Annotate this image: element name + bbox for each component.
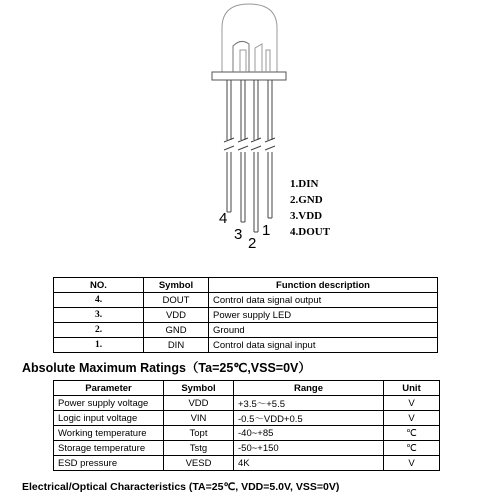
pin-number-1: 1 bbox=[262, 222, 271, 239]
pin-number-4: 4 bbox=[219, 210, 228, 227]
column-header: Unit bbox=[384, 381, 440, 396]
table-cell: Power supply LED bbox=[209, 308, 438, 323]
table-cell: Ground bbox=[209, 323, 438, 338]
column-header: Parameter bbox=[54, 381, 164, 396]
table-cell: VDD bbox=[164, 396, 234, 411]
table-cell: ESD pressure bbox=[54, 456, 164, 471]
pin-number-2: 2 bbox=[248, 235, 257, 252]
table-cell: DOUT bbox=[144, 293, 209, 308]
table-header-row bbox=[54, 278, 438, 293]
table-row bbox=[54, 426, 440, 441]
table-cell: Control data signal input bbox=[209, 338, 438, 353]
table-cell: Power supply voltage bbox=[54, 396, 164, 411]
section-title: Absolute Maximum Ratings bbox=[22, 361, 186, 375]
table-header-row bbox=[54, 381, 440, 396]
table-cell: Working temperature bbox=[54, 426, 164, 441]
table-cell: ℃ bbox=[384, 426, 440, 441]
column-header: NO. bbox=[54, 278, 144, 293]
table-cell: VDD bbox=[144, 308, 209, 323]
table-cell: Topt bbox=[164, 426, 234, 441]
section-condition: （Ta=25℃,VSS=0V） bbox=[185, 361, 311, 375]
table-cell: V bbox=[384, 456, 440, 471]
table-cell: -0.5～VDD+0.5 bbox=[234, 411, 384, 426]
pin-legend-item: 4.DOUT bbox=[290, 226, 331, 238]
table-cell: ℃ bbox=[384, 441, 440, 456]
table-row bbox=[54, 396, 440, 411]
table-cell: VESD bbox=[164, 456, 234, 471]
table-cell: 4K bbox=[234, 456, 384, 471]
table-cell: V bbox=[384, 396, 440, 411]
table-cell: -50~+150 bbox=[234, 441, 384, 456]
pin-legend-item: 2.GND bbox=[290, 194, 323, 206]
table-cell: V bbox=[384, 411, 440, 426]
column-header: Symbol bbox=[144, 278, 209, 293]
table-cell: 3. bbox=[54, 308, 144, 323]
pin-function-table bbox=[53, 277, 438, 353]
pin-number-3: 3 bbox=[234, 226, 243, 243]
table-cell: GND bbox=[144, 323, 209, 338]
column-header: Function description bbox=[209, 278, 438, 293]
table-cell: +3.5～+5.5 bbox=[234, 396, 384, 411]
section-heading-electrical: Electrical/Optical Characteristics (TA=25℃, VDD=5.0V, VSS=0V) bbox=[22, 481, 340, 493]
table-cell: Logic input voltage bbox=[54, 411, 164, 426]
table-cell: 4. bbox=[54, 293, 144, 308]
table-cell: 2. bbox=[54, 323, 144, 338]
table-cell: DIN bbox=[144, 338, 209, 353]
table-row bbox=[54, 293, 438, 308]
table-cell: Tstg bbox=[164, 441, 234, 456]
pin-legend bbox=[290, 176, 330, 240]
table-row bbox=[54, 323, 438, 338]
table-row bbox=[54, 441, 440, 456]
table-cell: VIN bbox=[164, 411, 234, 426]
section-heading-ratings bbox=[22, 358, 311, 376]
table-cell: -40~+85 bbox=[234, 426, 384, 441]
table-row bbox=[54, 308, 438, 323]
pin-legend-item: 3.VDD bbox=[290, 210, 323, 222]
table-row bbox=[54, 338, 438, 353]
table-row bbox=[54, 411, 440, 426]
pin-legend-item: 1.DIN bbox=[290, 178, 319, 190]
table-cell: Control data signal output bbox=[209, 293, 438, 308]
table-cell: 1. bbox=[54, 338, 144, 353]
column-header: Symbol bbox=[164, 381, 234, 396]
table-row bbox=[54, 456, 440, 471]
absolute-max-ratings-table bbox=[53, 380, 440, 471]
table-cell: Storage temperature bbox=[54, 441, 164, 456]
column-header: Range bbox=[234, 381, 384, 396]
